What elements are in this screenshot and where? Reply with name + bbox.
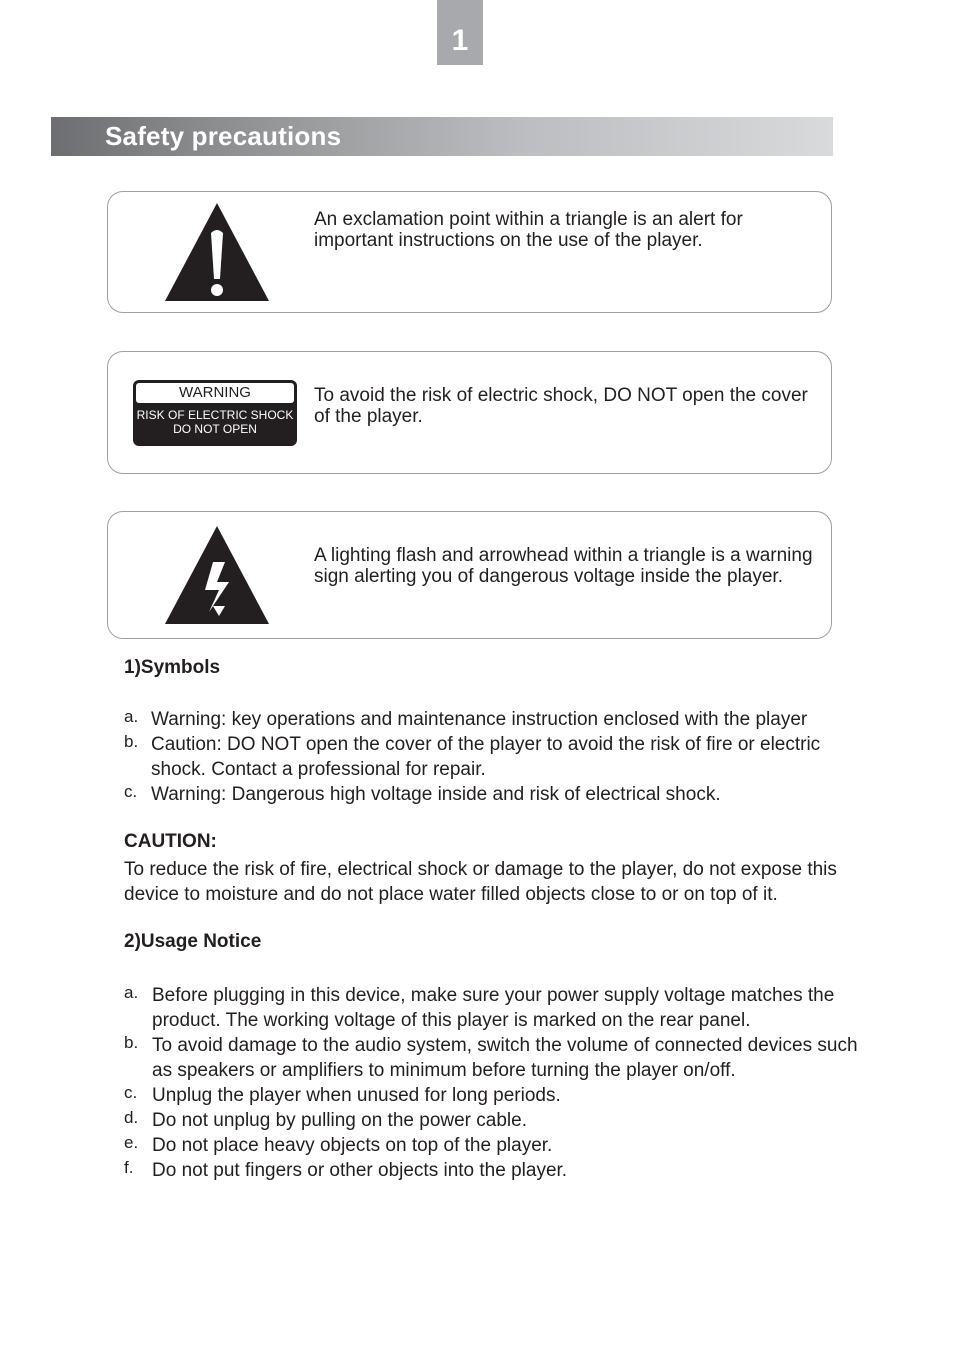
list-item: e. Do not place heavy objects on top of the player. — [124, 1133, 553, 1156]
list-item: c. Unplug the player when unused for long periods. — [124, 1083, 561, 1106]
notice-box-lightning — [107, 511, 832, 639]
list-item: d. Do not unplug by pulling on the power cable. — [124, 1108, 527, 1131]
notice-text: An exclamation point within a triangle is an alert for important instructions on the use of the player. — [314, 209, 743, 251]
list-item: c. Warning: Dangerous high voltage inside and risk of electrical shock. — [124, 782, 721, 805]
list-item: b. Caution: DO NOT open the cover of the player to avoid the risk of fire or electric shock. Contact a professional for repair. — [124, 732, 821, 780]
symbols-heading: 1)Symbols — [124, 657, 221, 678]
notice-text: A lighting flash and arrowhead within a triangle is a warning sign alerting you of dangerous voltage inside the player. — [314, 545, 813, 587]
page-title: Safety precautions — [105, 121, 342, 151]
notice-text: To avoid the risk of electric shock, DO NOT open the cover of the player. — [314, 385, 808, 427]
lightning-triangle-icon — [163, 524, 271, 626]
caution-text: To reduce the risk of fire, electrical shock or damage to the player, do not expose this device to moisture and do not place water filled objects close to or on top of it. — [124, 859, 837, 905]
list-item: b. To avoid damage to the audio system, switch the volume of connected devices such as speakers or amplifiers to minimum before turning the player on/off. — [124, 1033, 858, 1081]
warning-label — [133, 380, 297, 446]
notice-box-exclamation — [107, 191, 832, 313]
list-item: a. Before plugging in this device, make sure your power supply voltage matches the product. The working voltage of this player is marked on the rear panel. — [124, 983, 835, 1031]
symbols-list — [124, 707, 864, 807]
notice-box-warning-label — [107, 351, 832, 474]
page-number: 1 — [451, 23, 469, 57]
usage-list — [124, 983, 864, 1183]
page-number-tab — [437, 0, 483, 65]
warning-label-line1: RISK OF ELECTRIC SHOCK — [136, 407, 294, 422]
exclamation-triangle-icon — [163, 201, 271, 303]
list-item: f. Do not put fingers or other objects into the player. — [124, 1158, 568, 1181]
list-item: a. Warning: key operations and maintenance instruction enclosed with the player — [124, 707, 808, 730]
warning-label-line2: DO NOT OPEN — [173, 421, 257, 436]
warning-label-title: WARNING — [136, 383, 294, 403]
usage-heading: 2)Usage Notice — [124, 931, 262, 952]
caution-heading: CAUTION: — [124, 831, 217, 852]
section-title-bar — [51, 117, 833, 156]
